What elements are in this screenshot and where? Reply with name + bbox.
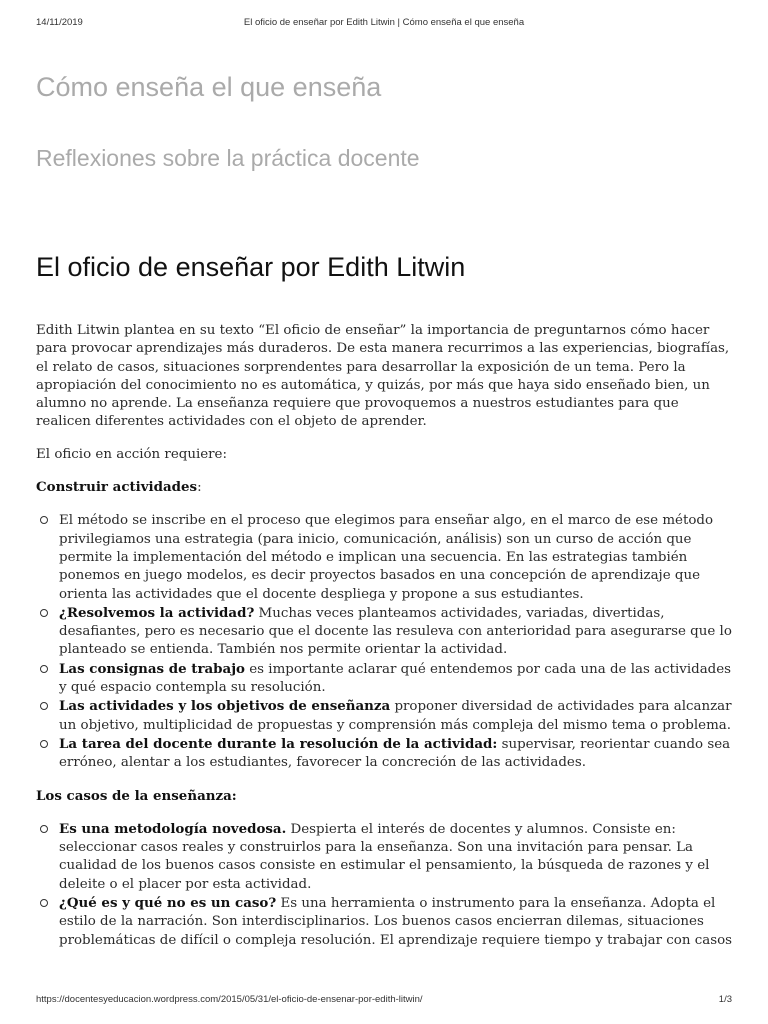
print-date: 14/11/2019 bbox=[36, 17, 83, 28]
site-title[interactable]: Cómo enseña el que enseña bbox=[36, 72, 382, 102]
item-text: Muchas veces planteamos actividades, variadas, divertidas, desafiantes, pero es necesario que el docente las resuleva con anterioridad para asegurarse que lo planteado se entienda. También nos permite orientar la actividad. bbox=[59, 605, 732, 658]
section2-heading-line bbox=[36, 787, 736, 806]
section1-heading-line bbox=[36, 478, 736, 497]
section1-heading-colon: : bbox=[197, 480, 202, 496]
list-item bbox=[36, 735, 736, 773]
item-bold: La tarea del docente durante la resolución de la actividad: bbox=[59, 735, 498, 752]
list-item bbox=[36, 894, 736, 950]
section2-list bbox=[36, 820, 736, 950]
circle-bullet-icon bbox=[40, 899, 48, 907]
item-text: supervisar, reorientar cuando sea erróneo, alentar a los estudiantes, favorecer la concreción de las actividades. bbox=[59, 736, 731, 771]
section1-list bbox=[36, 511, 736, 772]
section1-heading: Construir actividades bbox=[36, 479, 198, 496]
list-item bbox=[36, 604, 736, 660]
circle-bullet-icon bbox=[40, 740, 48, 748]
post-title: El oficio de enseñar por Edith Litwin bbox=[36, 252, 466, 282]
oficio-line: El oficio en acción requiere: bbox=[36, 446, 227, 462]
circle-bullet-icon bbox=[40, 516, 48, 524]
list-item bbox=[36, 660, 736, 698]
item-bold: Es una metodología novedosa. bbox=[59, 820, 287, 837]
item-text: proponer diversidad de actividades para alcanzar un objetivo, multiplicidad de propuestas y comprensión más compleja del mismo tema o problema. bbox=[59, 699, 732, 733]
item-text: Despierta el interés de docentes y alumnos. Consiste en: seleccionar casos reales y construirlos para la enseñanza. Son una invitación para pensar. La cualidad de los buenos casos consiste en estimular el pensamiento, la búsqueda de razones y el deleite o el placer por esta actividad. bbox=[59, 821, 710, 892]
list-item bbox=[36, 511, 736, 603]
print-page-number: 1/3 bbox=[718, 994, 732, 1005]
section2-heading: Los casos de la enseñanza: bbox=[36, 787, 237, 804]
circle-bullet-icon bbox=[40, 702, 48, 710]
item-text: El método se inscribe en el proceso que elegimos para enseñar algo, en el marco de ese método privilegiamos una estrategia (para inicio, comunicación, análisis) son un curso de acción que permite la implementación del método e implican una secuencia. En las estrategias también ponemos en juego modelos, es decir proyectos basados en una concepción de aprendizaje que orienta las actividades que el docente despliega y propone a sus estudiantes. bbox=[59, 513, 714, 602]
circle-bullet-icon bbox=[40, 825, 48, 833]
item-bold: ¿Qué es y qué no es un caso? bbox=[59, 895, 277, 912]
print-url[interactable]: https://docentesyeducacion.wordpress.com/2015/05/31/el-oficio-de-ensenar-por-edith-litwin/ bbox=[36, 994, 423, 1005]
item-bold: Las consignas de trabajo bbox=[59, 660, 245, 677]
circle-bullet-icon bbox=[40, 609, 48, 617]
site-tagline: Reflexiones sobre la práctica docente bbox=[36, 145, 420, 171]
item-text: Es una herramienta o instrumento para la enseñanza. Adopta el estilo de la narración. Son interdisciplinarios. Los buenos casos encierran dilemas, situaciones problemáticas de difícil o compleja resolución. El aprendizaje requiere tiempo y trabajar con casos bbox=[59, 896, 733, 948]
item-text: es importante aclarar qué entendemos por cada una de las actividades y qué espacio contempla su resolución. bbox=[59, 661, 732, 696]
item-bold: ¿Resolvemos la actividad? bbox=[59, 604, 255, 621]
list-item bbox=[36, 697, 736, 735]
circle-bullet-icon bbox=[40, 665, 48, 673]
list-item bbox=[36, 820, 736, 894]
item-bold: Las actividades y los objetivos de enseñanza bbox=[59, 698, 391, 715]
print-page-title: El oficio de enseñar por Edith Litwin | Cómo enseña el que enseña bbox=[243, 17, 525, 28]
post-content bbox=[36, 322, 736, 964]
post-intro: Edith Litwin plantea en su texto “El oficio de enseñar” la importancia de preguntarnos cómo hacer para provocar aprendizajes más duraderos. De esta manera recurrimos a las experiencias, biografías, el relato de casos, situaciones sorprendentes para desarrollar la exposición de un tema. Pero la apropiación del conocimiento no es automática, y quizás, por más que haya sido enseñado bien, un alumno no aprende. La enseñanza requiere que provoquemos a nuestros estudiantes para que realicen diferentes actividades con el objeto de aprender. bbox=[36, 323, 730, 430]
